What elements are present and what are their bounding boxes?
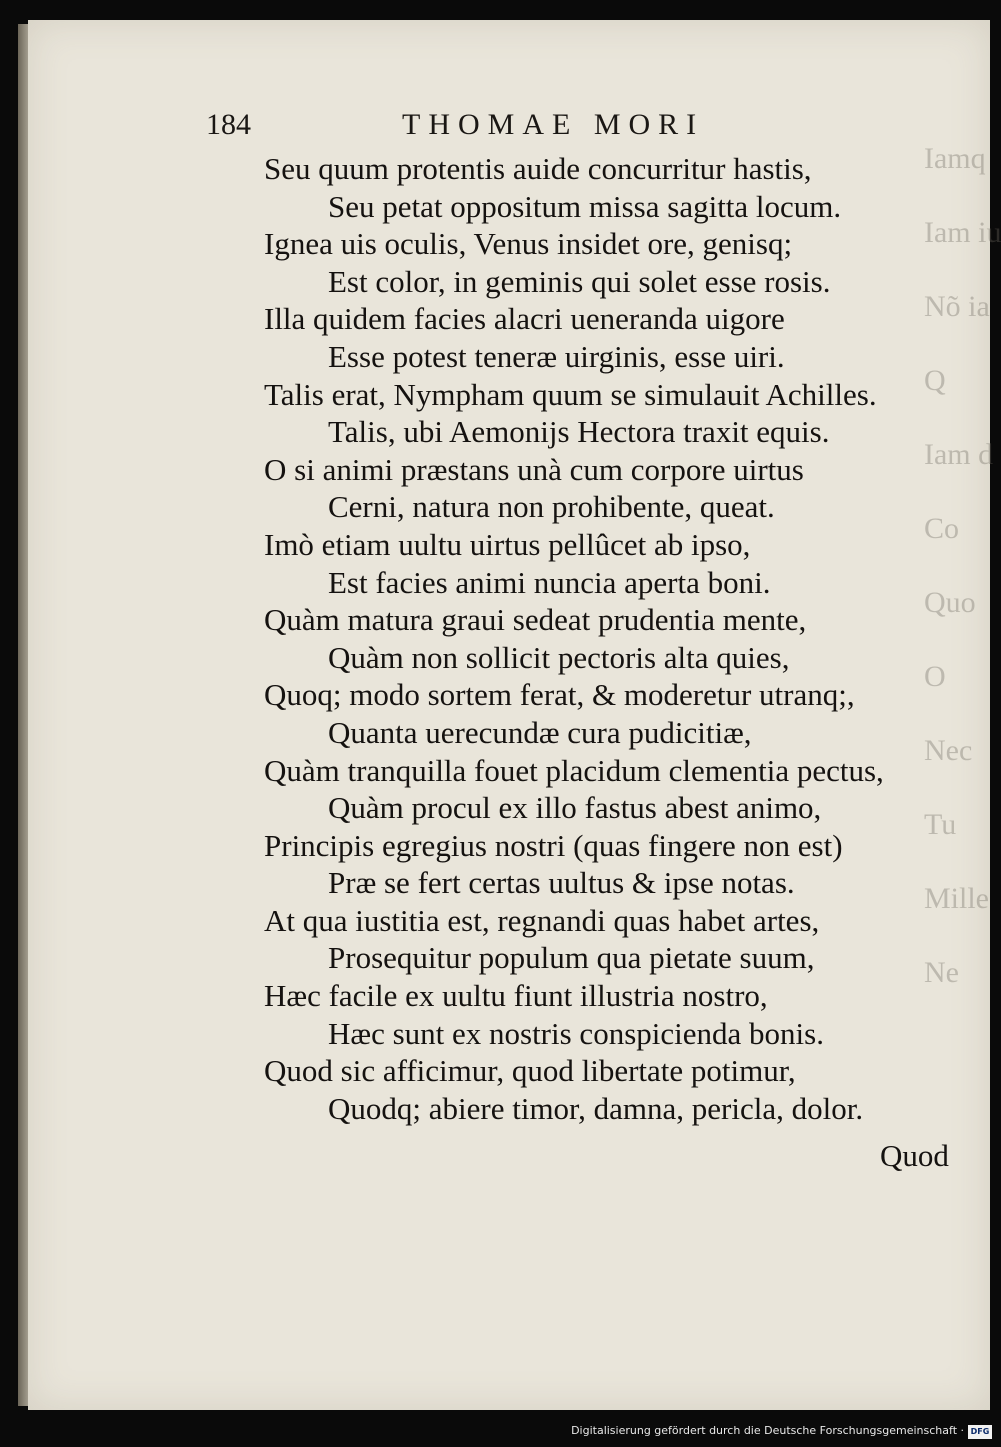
verse-line: Talis erat, Nympham quum se simulauit Achilles. [264,376,877,412]
page-header [206,108,946,148]
verse-line: Quoq; modo sortem ferat, & moderetur utranq;, [264,677,855,713]
verse-line: Præ se fert certas uultus & ipse notas. [328,865,795,901]
verse-line: Quàm tranquilla fouet placidum clementia pectus, [264,752,884,788]
verse-line: Quanta uerecundæ cura pudicitiæ, [328,714,752,750]
verse-line: Quodq; abiere timor, damna, pericla, dolor. [328,1090,864,1126]
digitization-credit: Digitalisierung gefördert durch die Deutsche Forschungsgemeinschaft · [571,1424,964,1437]
bleed-through-fragment: Nec [924,734,973,767]
poem-verses [264,150,944,1127]
bleed-through-fragment: Iam iu [924,216,1001,249]
book-page [28,20,1001,1410]
verse-line: Quàm procul ex illo fastus abest animo, [328,790,822,826]
bleed-through-fragment: Q [924,364,946,397]
verse-line: Quàm matura graui sedeat prudentia mente, [264,602,807,638]
bleed-through-fragment: Quo [924,586,976,619]
bleed-through-fragment: Nõ ia [924,290,990,323]
page-number: 184 [206,108,251,141]
verse-line: Hæc facile ex uultu fiunt illustria nostro, [264,978,768,1014]
verse-line: Seu petat oppositum missa sagitta locum. [328,188,842,224]
verse-line: Illa quidem facies alacri ueneranda uigore [264,301,785,337]
verse-line: Talis, ubi Aemonijs Hectora traxit equis. [328,414,830,450]
verse-line: Quod sic afficimur, quod libertate potimur, [264,1053,796,1089]
verse-line: Est color, in geminis qui solet esse rosis. [328,263,831,299]
bleed-through-fragment: Iam d [924,438,994,471]
bleed-through-fragment: Iamq [924,142,986,175]
verse-line: Cerni, natura non prohibente, queat. [328,489,775,525]
verse-line: Seu quum protentis auide concurritur hastis, [264,151,812,186]
verse-line: Hæc sunt ex nostris conspicienda bonis. [328,1015,824,1051]
bleed-through-fragment: Tu [924,808,957,841]
bleed-through-fragment: Co [924,512,960,545]
catchword: Quod [880,1138,949,1173]
verse-line: Est facies animi nuncia aperta boni. [328,564,771,600]
verse-line: Esse potest teneræ uirginis, esse uiri. [328,338,785,374]
verse-line: Prosequitur populum qua pietate suum, [328,940,815,976]
verse-line: Principis egregius nostri (quas fingere non est) [264,827,843,863]
verse-line: O si animi præstans unà cum corpore uirtus [264,451,804,487]
footer-bar [0,1410,1000,1447]
bleed-through-fragment: Ne [924,956,959,989]
verse-line: Quàm non sollicit pectoris alta quies, [328,639,790,675]
bleed-through-fragment: O [924,660,946,693]
dfg-logo: DFG [968,1425,992,1439]
running-title: THOMAE MORI [402,108,705,141]
bleed-through-fragment: Mille [924,882,989,915]
verse-line: Imò etiam uultu uirtus pellûcet ab ipso, [264,526,751,562]
verse-line: At qua iustitia est, regnandi quas habet artes, [264,902,820,938]
verse-line: Ignea uis oculis, Venus insidet ore, genisq; [264,226,793,262]
